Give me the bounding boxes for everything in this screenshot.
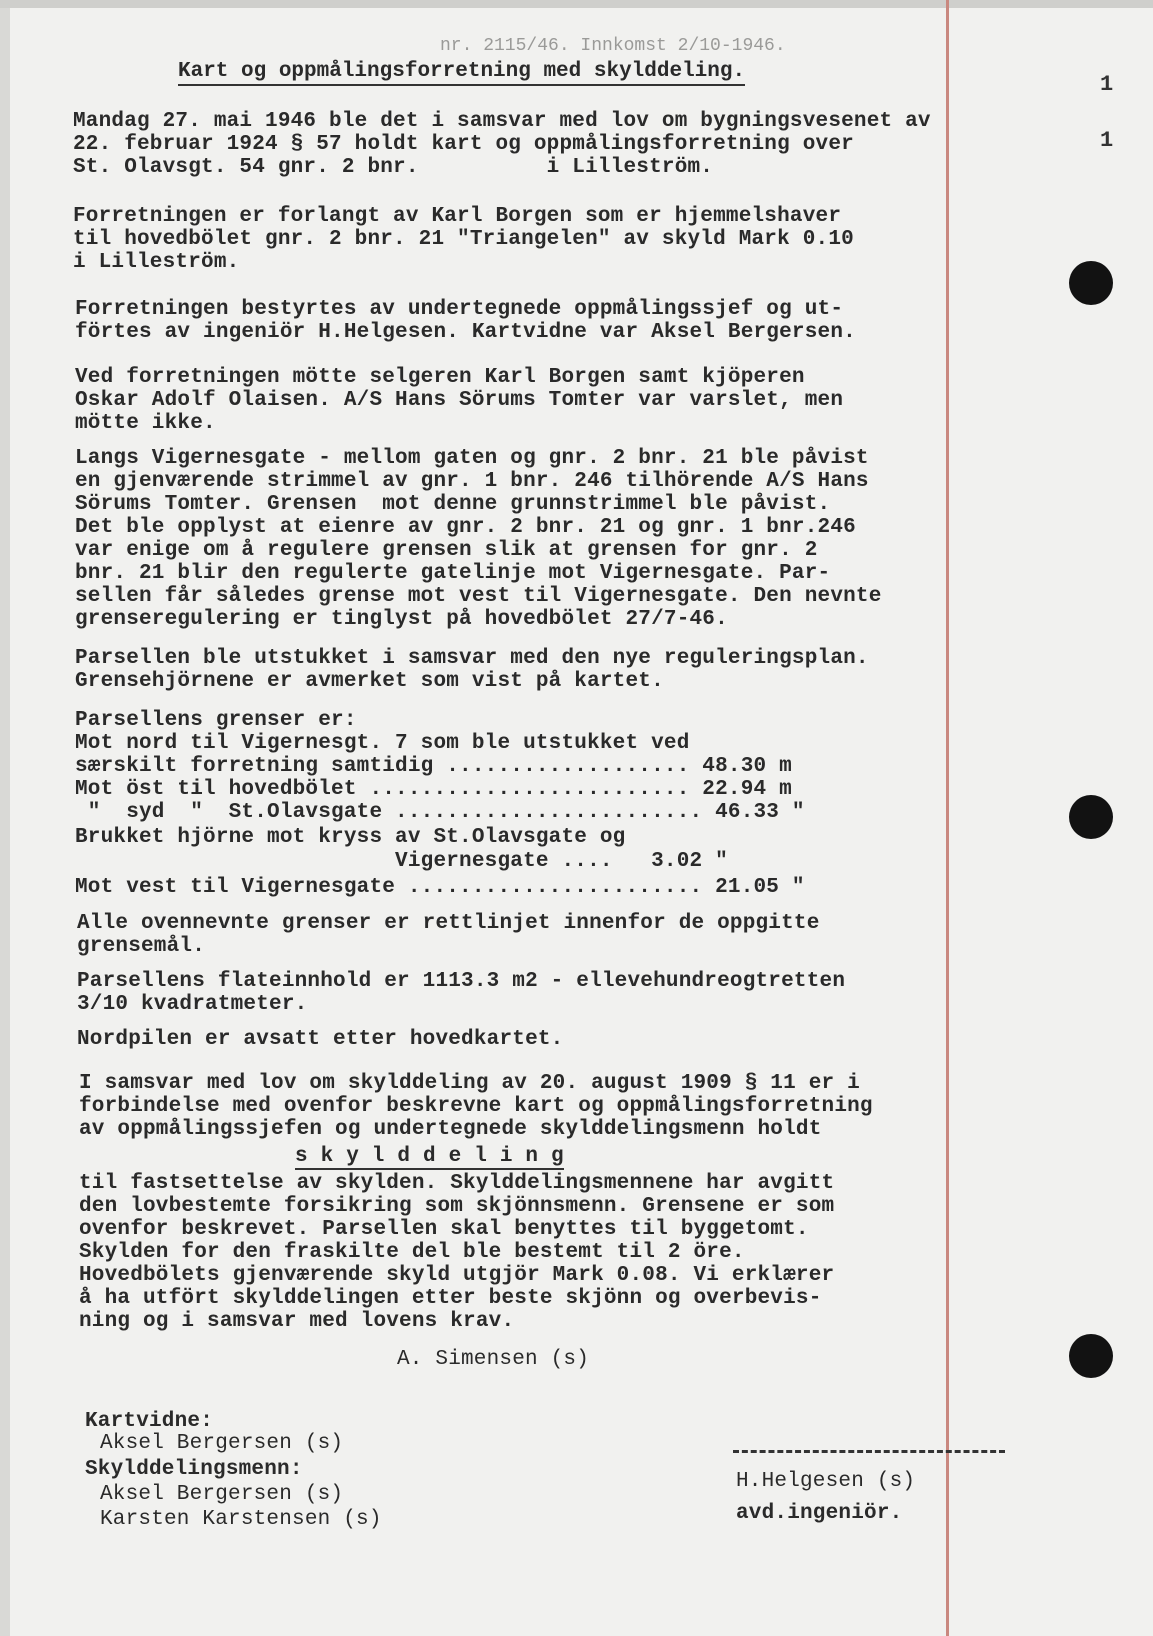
text-line: Skylden for den fraskilte del ble bestemt til 2 öre. — [79, 1241, 745, 1264]
page-left-edge — [0, 0, 10, 1636]
text-line: var enige om å regulere grensen slik at grensen for gnr. 2 — [75, 539, 818, 562]
text-line: til hovedbölet gnr. 2 bnr. 21 "Triangelen" av skyld Mark 0.10 — [73, 228, 854, 251]
text-line: Ved forretningen mötte selgeren Karl Borgen samt kjöperen — [75, 366, 805, 389]
margin-mark: 1 — [1100, 72, 1114, 97]
text-line: förtes av ingeniör H.Helgesen. Kartvidne var Aksel Bergersen. — [75, 321, 856, 344]
text-line: grensemål. — [77, 935, 206, 958]
document-title: Kart og oppmålingsforretning med skylddeling. — [178, 60, 745, 86]
engineer-name: H.Helgesen (s) — [736, 1470, 916, 1493]
boundary-line: Mot öst til hovedbölet ......................... 22.94 m — [75, 778, 792, 801]
text-line: mötte ikke. — [75, 412, 216, 435]
text-line: Nordpilen er avsatt etter hovedkartet. — [77, 1028, 564, 1051]
signature-line — [733, 1450, 1005, 1453]
skylddelingsmann-name: Karsten Karstensen (s) — [100, 1508, 382, 1531]
text-line: Alle ovennevnte grenser er rettlinjet innenfor de oppgitte — [77, 912, 820, 935]
page-top-edge — [0, 0, 1153, 8]
text-line: Parsellen ble utstukket i samsvar med den nye reguleringsplan. — [75, 647, 869, 670]
text-line: den lovbestemte forsikring som skjönnsmenn. Grensene er som — [79, 1195, 835, 1218]
text-line: til fastsettelse av skylden. Skylddelingsmennene har avgitt — [79, 1172, 835, 1195]
boundaries-heading: Parsellens grenser er: — [75, 709, 357, 732]
text-line: Parsellens flateinnhold er 1113.3 m2 - ellevehundreogtretten — [77, 970, 846, 993]
margin-mark: 1 — [1100, 128, 1114, 153]
text-line: å ha utfört skylddelingen etter beste skjönn og overbevis- — [79, 1287, 822, 1310]
text-line: St. Olavsgt. 54 gnr. 2 bnr. i Lilleström. — [73, 156, 714, 179]
boundary-line: Mot vest til Vigernesgate ....................... 21.05 " — [75, 876, 805, 899]
boundary-line: " syd " St.Olavsgate ........................ 46.33 " — [75, 801, 805, 824]
text-line: i Lilleström. — [73, 251, 240, 274]
text-line: forbindelse med ovenfor beskrevne kart og oppmålingsforretning — [79, 1095, 873, 1118]
text-line: Grensehjörnene er avmerket som vist på kartet. — [75, 670, 664, 693]
boundary-line: Vigernesgate .... 3.02 " — [75, 850, 728, 873]
text-line: ning og i samsvar med lovens krav. — [79, 1310, 515, 1333]
text-line: Forretningen bestyrtes av undertegnede oppmålingssjef og ut- — [75, 298, 844, 321]
boundary-line: Mot nord til Vigernesgt. 7 som ble utstukket ved — [75, 732, 690, 755]
text-line: 3/10 kvadratmeter. — [77, 993, 308, 1016]
text-line: Mandag 27. mai 1946 ble det i samsvar med lov om bygningsvesenet av — [73, 110, 931, 133]
text-line: bnr. 21 blir den regulerte gatelinje mot Vigernesgate. Par- — [75, 562, 831, 585]
witness-name: Aksel Bergersen (s) — [100, 1432, 344, 1455]
punch-hole — [1069, 795, 1113, 839]
skylddelingsmenn-label: Skylddelingsmenn: — [85, 1458, 303, 1481]
boundary-line: særskilt forretning samtidig ................... 48.30 m — [75, 755, 792, 778]
text-line: ovenfor beskrevet. Parsellen skal benyttes til byggetomt. — [79, 1218, 809, 1241]
skylddelingsmann-name: Aksel Bergersen (s) — [100, 1483, 344, 1506]
text-line: Det ble opplyst at eienre av gnr. 2 bnr. 21 og gnr. 1 bnr.246 — [75, 516, 856, 539]
engineer-title: avd.ingeniör. — [736, 1502, 903, 1525]
text-line: 22. februar 1924 § 57 holdt kart og oppmålingsforretning over — [73, 133, 854, 156]
text-line: av oppmålingssjefen og undertegnede skylddelingsmenn holdt — [79, 1118, 822, 1141]
text-line: Hovedbölets gjenværende skyld utgjör Mark 0.08. Vi erklærer — [79, 1264, 835, 1287]
punch-hole — [1069, 1334, 1113, 1378]
punch-hole — [1069, 261, 1113, 305]
text-line: grenseregulering er tinglyst på hovedbölet 27/7-46. — [75, 608, 728, 631]
text-line: Sörums Tomter. Grensen mot denne grunnstrimmel ble påvist. — [75, 493, 831, 516]
signature-main: A. Simensen (s) — [397, 1348, 590, 1371]
skylddeling-word: s k y l d d e l i n g — [295, 1145, 564, 1168]
boundary-line: Brukket hjörne mot kryss av St.Olavsgate og — [75, 826, 626, 849]
witness-label: Kartvidne: — [85, 1410, 214, 1433]
text-line: en gjenværende strimmel av gnr. 1 bnr. 246 tilhörende A/S Hans — [75, 470, 869, 493]
text-line: Oskar Adolf Olaisen. A/S Hans Sörums Tomter var varslet, men — [75, 389, 844, 412]
red-margin-line — [946, 0, 949, 1636]
text-line: Forretningen er forlangt av Karl Borgen som er hjemmelshaver — [73, 205, 842, 228]
text-line: Langs Vigernesgate - mellom gaten og gnr. 2 bnr. 21 ble påvist — [75, 447, 869, 470]
text-line: sellen får således grense mot vest til Vigernesgate. Den nevnte — [75, 585, 882, 608]
faint-reference-note: nr. 2115/46. Innkomst 2/10-1946. — [440, 36, 786, 56]
text-line: I samsvar med lov om skylddeling av 20. august 1909 § 11 er i — [79, 1072, 860, 1095]
skylddeling-heading — [295, 1145, 564, 1169]
